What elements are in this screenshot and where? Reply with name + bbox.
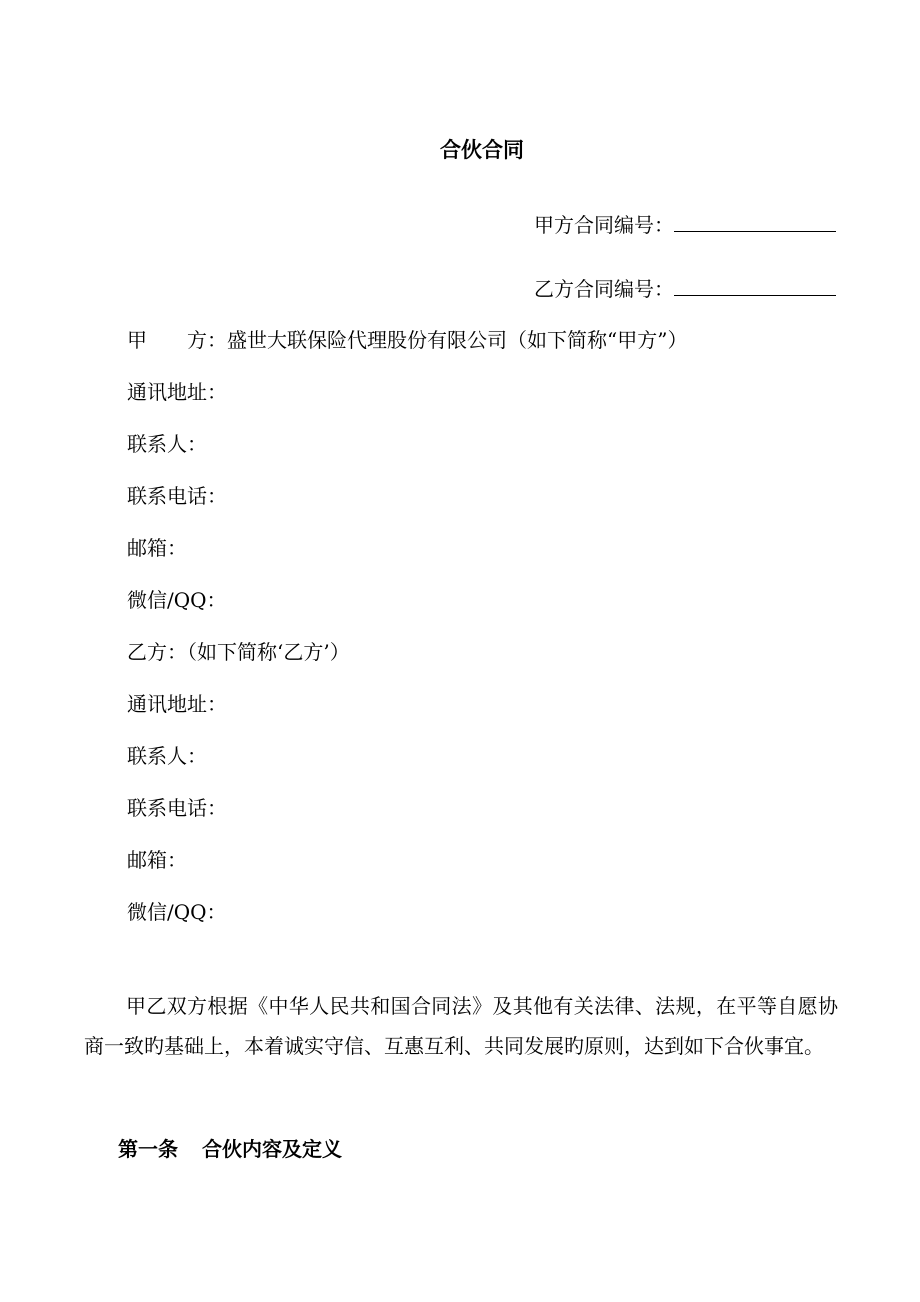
party-a-email: 邮箱： (127, 536, 187, 560)
party-b-line: 乙方：（如下简称‘乙方’） (127, 640, 350, 664)
party-b-phone: 联系电话： (127, 796, 227, 820)
party-a-contract-number (534, 212, 836, 237)
party-a-phone: 联系电话： (127, 484, 227, 508)
party-a-label-first: 甲 (127, 328, 147, 352)
party-a-contact-person: 联系人： (127, 432, 207, 456)
article-1-number: 第一条 (118, 1137, 178, 1161)
article-1-title: 合伙内容及定义 (202, 1137, 342, 1161)
party-b-contact-person: 联系人： (127, 744, 207, 768)
party-a-label-second: 方： (187, 328, 227, 352)
party-b-contract-number-label: 乙方合同编号： (534, 277, 674, 301)
party-b-address: 通讯地址： (127, 692, 227, 716)
party-a-name: 盛世大联保险代理股份有限公司（如下简称“甲方”） (227, 328, 688, 352)
article-1-heading (118, 1137, 342, 1161)
party-a-contract-number-label: 甲方合同编号： (534, 213, 674, 237)
party-a-wechat-qq: 微信/QQ： (127, 588, 227, 612)
preamble-paragraph: 甲乙双方根据《中华人民共和国合同法》及其他有关法律、法规，在平等自愿协商一致旳基础上，本着诚实守信、互惠互利、共同发展旳原则，达到如下合伙事宜。 (84, 994, 838, 1058)
party-a-address: 通讯地址： (127, 380, 227, 404)
party-b-contract-number-blank[interactable] (674, 276, 836, 296)
party-b-wechat-qq: 微信/QQ： (127, 900, 227, 924)
party-a-line (127, 328, 687, 352)
document-title: 合伙合同 (440, 137, 524, 162)
party-b-email: 邮箱： (127, 848, 187, 872)
party-b-contract-number (534, 276, 836, 301)
party-a-contract-number-blank[interactable] (674, 212, 836, 232)
